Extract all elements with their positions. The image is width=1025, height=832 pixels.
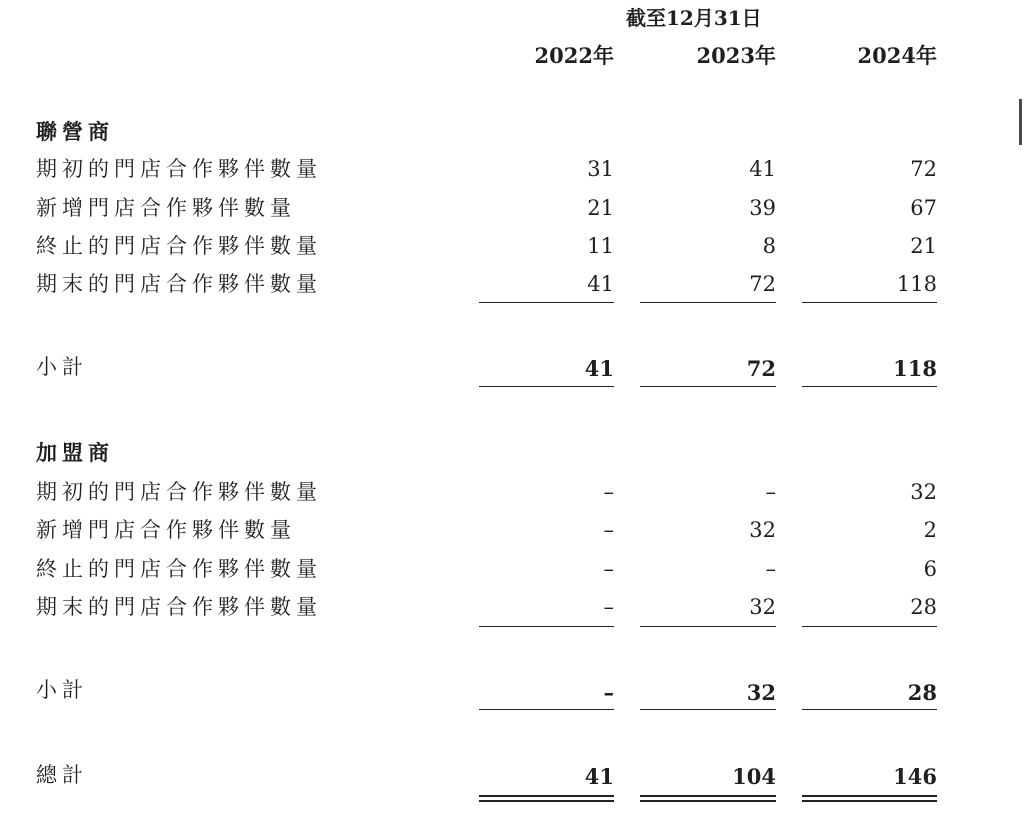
affiliated-row-value: 67: [910, 196, 937, 220]
column-rule: [640, 386, 776, 387]
column-rule: [640, 709, 776, 710]
affiliated-row-value: 72: [749, 272, 776, 296]
total-value: 104: [732, 764, 776, 789]
franchise-subtotal-value: 32: [746, 680, 776, 705]
column-rule: [479, 302, 614, 303]
franchise-row-value: –: [603, 480, 614, 504]
franchise-row-value: –: [603, 595, 614, 619]
franchise-row-label: 終止的門店合作夥伴數量: [36, 557, 322, 581]
column-rule: [640, 626, 776, 627]
affiliated-row-value: 11: [587, 234, 614, 258]
affiliated-row-value: 72: [910, 157, 937, 181]
total-label: 總計: [36, 763, 88, 787]
franchise-row-value: 32: [749, 595, 776, 619]
column-rule: [479, 626, 614, 627]
affiliated-subtotal-label: 小計: [36, 355, 88, 379]
franchise-subtotal-label: 小計: [36, 678, 88, 702]
affiliated-row-value: 21: [587, 196, 614, 220]
affiliated-section-title: 聯營商: [36, 119, 114, 144]
affiliated-subtotal-value: 72: [746, 356, 776, 381]
affiliated-row-label: 新增門店合作夥伴數量: [36, 196, 296, 220]
franchise-row-value: –: [603, 557, 614, 581]
affiliated-row-label: 期初的門店合作夥伴數量: [36, 157, 322, 181]
franchise-row-value: 32: [749, 518, 776, 542]
scrollbar-thumb[interactable]: [1019, 99, 1022, 145]
franchise-subtotal-value: –: [603, 680, 614, 705]
column-rule: [802, 626, 937, 627]
franchise-row-label: 期末的門店合作夥伴數量: [36, 595, 322, 619]
franchise-row-label: 期初的門店合作夥伴數量: [36, 480, 322, 504]
year-2022-header: 2022年: [534, 43, 614, 68]
column-rule: [479, 709, 614, 710]
affiliated-row-value: 41: [749, 157, 776, 181]
year-2023-header: 2023年: [696, 43, 776, 68]
period-header: 截至12月31日: [626, 6, 762, 30]
franchise-row-value: –: [765, 557, 776, 581]
double-rule: [640, 795, 776, 802]
total-value: 41: [584, 764, 614, 789]
year-2024-header: 2024年: [857, 43, 937, 68]
affiliated-row-value: 8: [762, 234, 776, 258]
franchise-row-value: 2: [923, 518, 937, 542]
franchise-row-value: 32: [910, 480, 937, 504]
franchise-subtotal-value: 28: [907, 680, 937, 705]
column-rule: [802, 302, 937, 303]
column-rule: [802, 709, 937, 710]
column-rule: [479, 386, 614, 387]
affiliated-row-value: 41: [587, 272, 614, 296]
affiliated-row-value: 118: [896, 272, 937, 296]
column-rule: [802, 386, 937, 387]
franchise-row-label: 新增門店合作夥伴數量: [36, 518, 296, 542]
column-rule: [640, 302, 776, 303]
franchise-row-value: –: [603, 518, 614, 542]
double-rule: [802, 795, 937, 802]
affiliated-row-value: 39: [749, 196, 776, 220]
affiliated-row-label: 期末的門店合作夥伴數量: [36, 272, 322, 296]
affiliated-row-label: 終止的門店合作夥伴數量: [36, 234, 322, 258]
franchise-row-value: 6: [923, 557, 937, 581]
affiliated-subtotal-value: 118: [893, 356, 937, 381]
affiliated-row-value: 21: [910, 234, 937, 258]
franchise-section-title: 加盟商: [36, 440, 114, 465]
total-value: 146: [893, 764, 937, 789]
double-rule: [479, 795, 614, 802]
franchise-row-value: 28: [910, 595, 937, 619]
affiliated-row-value: 31: [587, 157, 614, 181]
franchise-row-value: –: [765, 480, 776, 504]
affiliated-subtotal-value: 41: [584, 356, 614, 381]
